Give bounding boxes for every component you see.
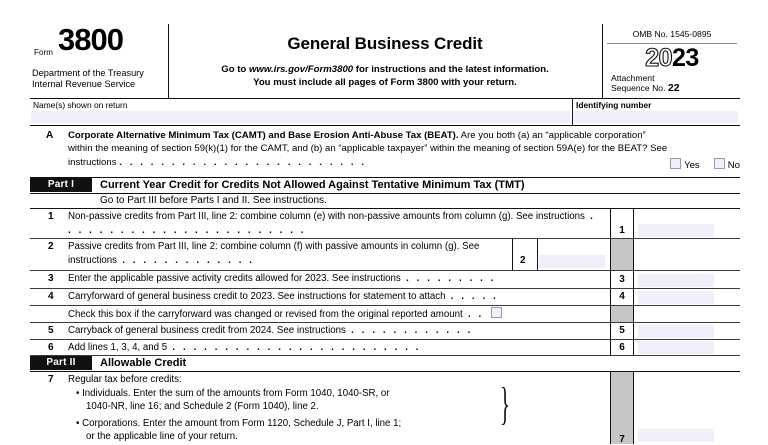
form-number-row	[32, 22, 166, 60]
attachment-label: Attachment	[611, 73, 655, 83]
goto-instructions	[170, 64, 600, 77]
line-3-row	[30, 271, 740, 289]
line-3-amount-cell[interactable]	[634, 271, 740, 288]
identifying-number-caption: Identifying number	[576, 100, 652, 110]
line-1-text	[68, 210, 606, 237]
line-4-amount-cell[interactable]	[634, 289, 740, 305]
line-1-amount-cell[interactable]	[634, 209, 740, 238]
carryforward-box-shaded	[610, 306, 634, 322]
carryforward-amount-cell	[634, 306, 740, 322]
yes-label: Yes	[684, 160, 700, 171]
line-1-description: Non-passive credits from Part III, line 2: combine column (e) with non-passive amounts from column (g). See instructions	[68, 211, 585, 222]
tax-year-prefix: 20	[645, 44, 672, 72]
line-5-text	[68, 324, 606, 338]
question-a-text	[68, 129, 668, 169]
line-4-box-number: 4	[610, 289, 634, 305]
part-1-subtitle: Go to Part III before Parts I and II. See instructions.	[100, 195, 327, 206]
department-line-1: Department of the Treasury	[32, 68, 144, 78]
leader-dots: . . . . . . . . . . . .	[345, 325, 473, 336]
question-a-row	[30, 126, 740, 178]
name-caption: Name(s) shown on return	[33, 100, 128, 110]
leader-dots: . . . . . . . . . . . . .	[117, 254, 255, 266]
line-3-box-number: 3	[610, 271, 634, 288]
line-1-row	[30, 209, 740, 239]
line-1-box-number: 1	[610, 209, 634, 238]
question-a-letter: A	[46, 130, 54, 141]
name-cell	[30, 99, 573, 125]
form-header	[30, 24, 740, 99]
question-a-body: Are you both (a) an “applicable corporation” within the meaning of section 59(k)(1) for the CAMT, and (b) an “applicable taxpayer” within the meaning of section 59A(e) for the BEAT? See instructions	[68, 130, 668, 168]
line-6-number: 6	[48, 342, 54, 353]
form-identity-block	[30, 24, 169, 98]
line-7-bullet-2-line-1: • Corporations. Enter the amount from Form 1120, Schedule J, Part I, line 1;	[76, 417, 402, 429]
line-1-number: 1	[48, 211, 54, 222]
part-2-header	[30, 356, 740, 372]
line-4-amount-input[interactable]	[638, 291, 714, 304]
line-7-brace: }	[500, 378, 510, 429]
form-number: 3800	[58, 22, 123, 57]
line-5-number: 5	[48, 325, 54, 336]
line-6-amount-input[interactable]	[638, 341, 714, 354]
carryforward-description: Check this box if the carryforward was changed or revised from the original reported amount	[68, 309, 463, 320]
line-7-heading: Regular tax before credits:	[68, 374, 182, 385]
leader-dots: . . . . . . . . . . . . . . . . . . . . . . . .	[119, 156, 367, 168]
omb-block	[602, 24, 741, 98]
leader-dots: . . . . . . . . . . . . . . . . . . . . . . . .	[167, 342, 422, 353]
leader-dots: . .	[462, 309, 484, 320]
line-7-box-number-shaded	[610, 372, 634, 444]
part-2-title: Allowable Credit	[100, 357, 187, 369]
line-6-description: Add lines 1, 3, 4, and 5	[68, 342, 168, 353]
identifying-number-cell	[573, 99, 740, 125]
must-include-note: You must include all pages of Form 3800 with your return.	[253, 76, 517, 88]
line-2-box-shaded	[610, 239, 634, 270]
department-line-2: Internal Revenue Service	[32, 79, 136, 90]
line-7-bullet-1-line-1: • Individuals. Enter the sum of the amounts from Form 1040, 1040-SR, or	[76, 387, 390, 399]
line-7-row	[30, 372, 740, 444]
line-4-number: 4	[48, 291, 54, 302]
line-2-number: 2	[48, 241, 54, 252]
carryforward-checkbox-row	[30, 306, 740, 323]
line-5-amount-cell[interactable]	[634, 323, 740, 339]
name-input[interactable]	[31, 111, 570, 123]
form-label: Form	[34, 48, 54, 57]
no-label: No	[727, 160, 740, 171]
line-7-bullet-2-line-2: or the applicable line of your return.	[86, 431, 238, 443]
sequence-label: Sequence No.	[611, 83, 666, 94]
line-4-text	[68, 290, 606, 304]
line-5-box-number: 5	[610, 323, 634, 339]
part-1-tag: Part I	[30, 178, 92, 192]
line-4-description: Carryforward of general business credit to 2023. See instructions for statement to attach	[68, 291, 446, 302]
goto-prefix: Go to	[221, 64, 249, 75]
form-title-block	[170, 24, 600, 98]
omb-number: OMB No. 1545-0895	[632, 29, 712, 39]
line-4-row	[30, 289, 740, 306]
yes-checkbox[interactable]	[670, 158, 681, 169]
question-a-bold-lead: Corporate Alternative Minimum Tax (CAMT) and Base Erosion Anti-Abuse Tax (BEAT).	[68, 130, 459, 141]
carryforward-text	[68, 307, 606, 322]
line-6-text	[68, 341, 606, 355]
department-block	[32, 68, 144, 91]
leader-dots: . . . . . . . . .	[400, 273, 497, 284]
part-1-subtitle-row	[30, 194, 740, 209]
line-3-number: 3	[48, 273, 54, 284]
line-3-amount-input[interactable]	[638, 274, 714, 287]
page-title: General Business Credit	[287, 34, 483, 53]
taxpayer-row	[30, 99, 740, 126]
line-6-row	[30, 340, 740, 356]
line-3-text	[68, 272, 606, 286]
tax-year	[603, 45, 741, 72]
goto-suffix: for instructions and the latest information.	[353, 64, 549, 75]
leader-dots: . . . . .	[445, 291, 499, 302]
sequence-number: 22	[667, 82, 680, 95]
line-5-amount-input[interactable]	[638, 325, 714, 338]
line-2-description: Passive credits from Part III, line 2: combine column (f) with passive amounts in column (g). See instructions	[68, 241, 480, 266]
identifying-number-input[interactable]	[574, 111, 738, 123]
line-6-amount-cell[interactable]	[634, 340, 740, 355]
leader-dots: . . . . . . . . . . . . . . . . . . . . . . . .	[68, 211, 596, 236]
no-checkbox[interactable]	[714, 158, 725, 169]
line-2-amount-cell	[634, 239, 740, 270]
part-2-tag: Part II	[30, 356, 92, 370]
part-1-title: Current Year Credit for Credits Not Allowed Against Tentative Minimum Tax (TMT)	[100, 179, 525, 191]
line-7-amount-cell[interactable]	[634, 372, 740, 444]
line-7-number: 7	[48, 374, 54, 385]
line-2-row	[30, 239, 740, 271]
line-2-text	[68, 240, 508, 267]
line-3-description: Enter the applicable passive activity credits allowed for 2023. See instructions	[68, 273, 401, 284]
line-7-box-number: 7	[619, 434, 625, 445]
line-5-description: Carryback of general business credit from 2024. See instructions	[68, 325, 346, 336]
line-5-row	[30, 323, 740, 340]
irs-url[interactable]: www.irs.gov/Form3800	[248, 64, 354, 75]
line-2-subbox-input[interactable]	[539, 255, 605, 268]
question-a-answers	[670, 158, 740, 171]
line-7-text	[68, 373, 498, 444]
line-6-box-number: 6	[610, 340, 634, 355]
carryforward-checkbox[interactable]	[491, 307, 502, 318]
part-1-header	[30, 178, 740, 194]
line-7-bullet-1-line-2: 1040-NR, line 16; and Schedule 2 (Form 1040), line 2.	[86, 401, 319, 413]
line-7-amount-input[interactable]	[638, 429, 714, 442]
attachment-sequence	[611, 73, 680, 94]
line-2-subbox-number: 2	[520, 255, 526, 266]
form-3800	[30, 24, 740, 444]
line-1-amount-input[interactable]	[638, 224, 714, 237]
tax-year-suffix: 23	[672, 44, 699, 72]
